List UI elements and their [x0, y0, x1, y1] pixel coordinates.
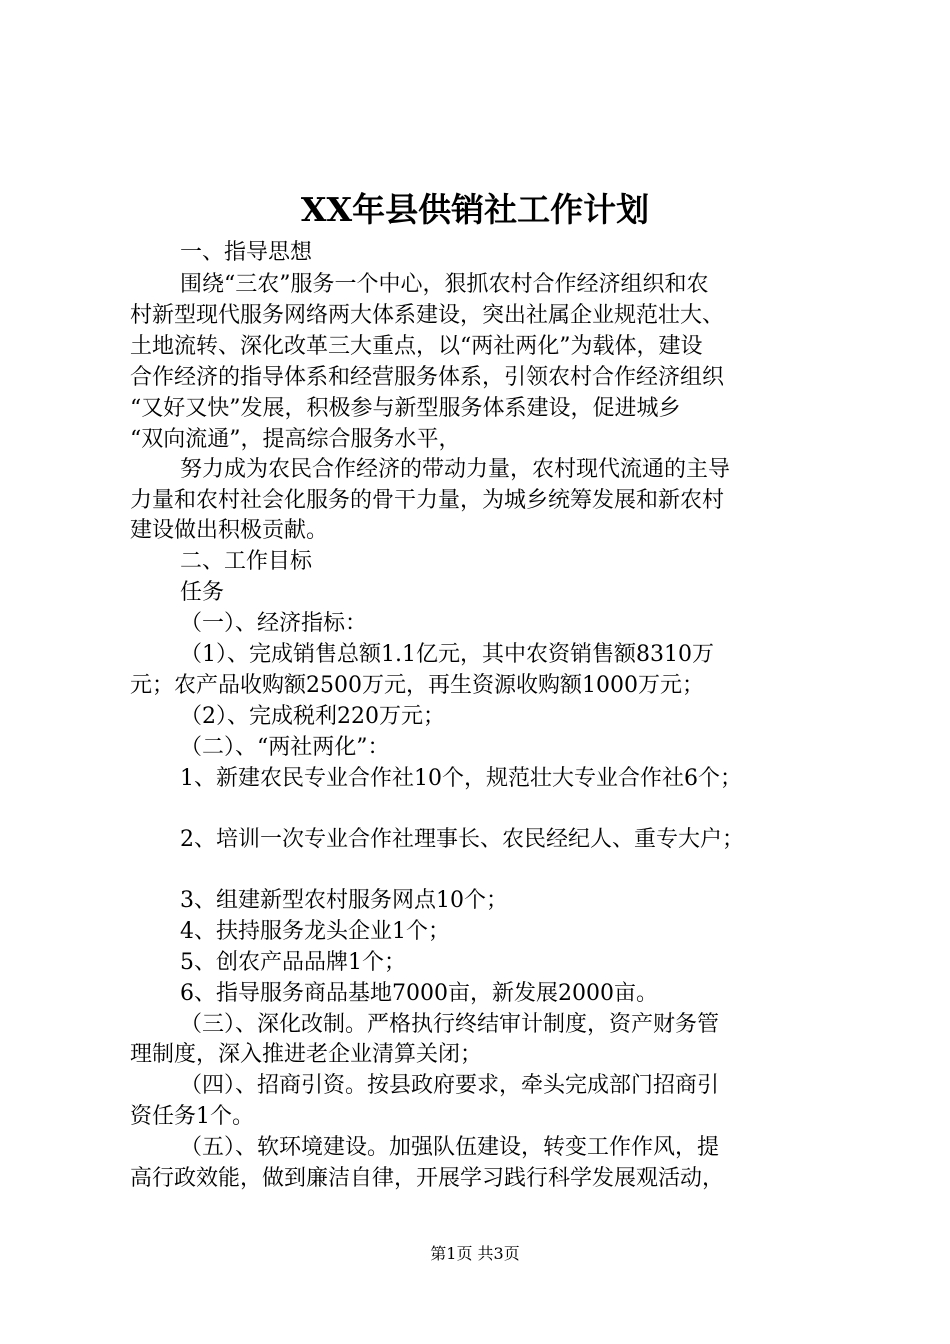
paragraph-line: 建设做出积极贡献。: [130, 518, 329, 543]
list-item: （2）、完成税利220万元；: [180, 704, 445, 729]
subheading-economic-indicators: （一）、经济指标：: [180, 611, 368, 636]
paragraph-line: 力量和农村社会化服务的骨干力量，为城乡统筹发展和新农村: [130, 488, 725, 513]
document-title: XX年县供销社工作计划: [300, 190, 650, 229]
paragraph-line: “又好又快”发展，积极参与新型服务体系建设，促进城乡: [130, 396, 681, 421]
paragraph-line: （四）、招商引资。按县政府要求，牵头完成部门招商引: [180, 1073, 720, 1098]
paragraph-line: 围绕“三农”服务一个中心，狠抓农村合作经济组织和农: [180, 272, 709, 297]
paragraph-line: 土地流转、深化改革三大重点，以“两社两化”为载体，建设: [130, 334, 703, 359]
paragraph-line: （三）、深化改制。严格执行终结审计制度，资产财务管: [180, 1012, 720, 1037]
paragraph-line: 资任务1个。: [130, 1104, 254, 1129]
paragraph-line: （五）、软环境建设。加强队伍建设，转变工作作风，提: [180, 1135, 720, 1160]
subheading-two-societies: （二）、“两社两化”：: [180, 735, 390, 760]
list-item: 4、扶持服务龙头企业1个；: [180, 919, 450, 944]
paragraph-line: “双向流通”，提高综合服务水平，: [130, 427, 461, 452]
paragraph-line: 合作经济的指导体系和经营服务体系，引领农村合作经济组织: [130, 365, 725, 390]
paragraph-line: 任务: [180, 580, 225, 605]
paragraph-line: 高行政效能，做到廉洁自律，开展学习践行科学发展观活动，: [130, 1166, 725, 1191]
page-number-footer: 第1页 共3页: [430, 1244, 520, 1263]
list-item: （1）、完成销售总额1.1亿元，其中农资销售额8310万: [180, 642, 714, 667]
list-item: 3、组建新型农村服务网点10个；: [180, 888, 508, 913]
list-item: 1、新建农民专业合作社10个，规范壮大专业合作社6个；: [180, 766, 742, 791]
list-item: 5、创农产品品牌1个；: [180, 950, 406, 975]
list-item-continuation: 元；农产品收购额2500万元，再生资源收购额1000万元；: [130, 673, 704, 698]
heading-work-goals: 二、工作目标: [180, 549, 313, 574]
heading-guiding-ideology: 一、指导思想: [180, 240, 313, 265]
paragraph-line: 理制度，深入推进老企业清算关闭；: [130, 1042, 483, 1067]
list-item: 2、培训一次专业合作社理事长、农民经纪人、重专大户；: [180, 827, 744, 852]
paragraph-line: 村新型现代服务网络两大体系建设，突出社属企业规范壮大、: [130, 303, 725, 328]
paragraph-line: 努力成为农民合作经济的带动力量，农村现代流通的主导: [180, 457, 731, 482]
list-item: 6、指导服务商品基地7000亩，新发展2000亩。: [180, 981, 658, 1006]
